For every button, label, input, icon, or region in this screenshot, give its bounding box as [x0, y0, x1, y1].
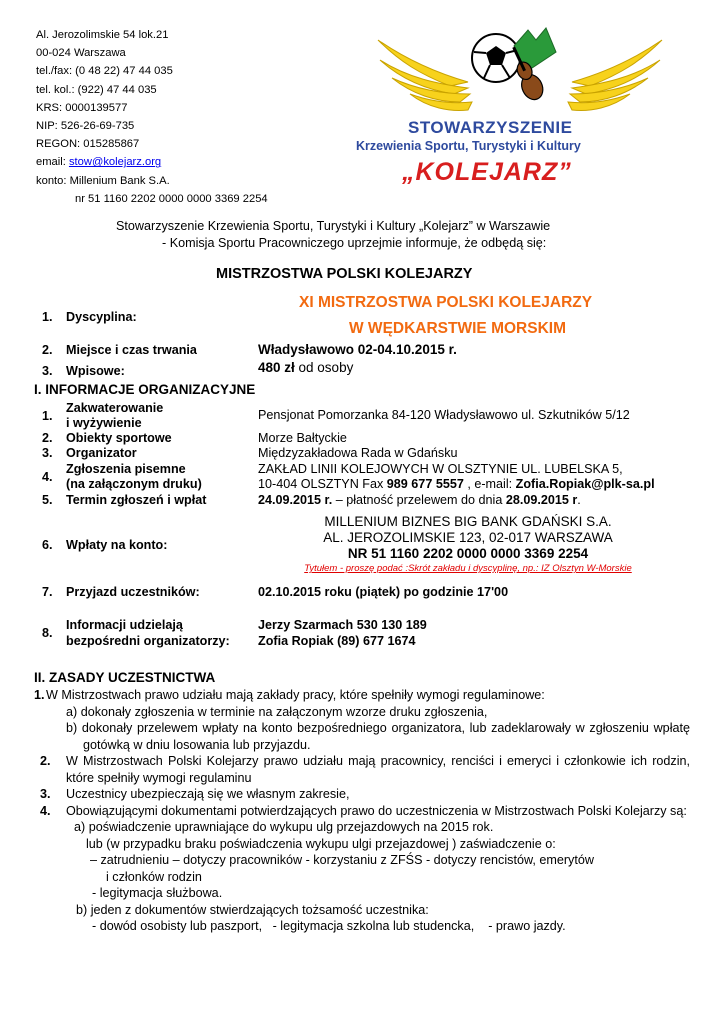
item-value: 10-404 OLSZTYN Fax 989 677 5557 , e-mail: Zofia.Ropiak@plk-sa.pl: [258, 477, 655, 491]
email-line: email: stow@kolejarz.org: [36, 156, 162, 169]
item-label: i wyżywienie: [66, 416, 142, 430]
rule-4: 4. Obowiązującymi dokumentami potwierdzających prawo do uczestniczenia w Mistrzostwach Polski Kolejarzy są:: [40, 803, 687, 818]
intro-line2: - Komisja Sportu Pracowniczego uprzejmie informuje, że odbędą się:: [162, 236, 547, 250]
item-label: Wpłaty na konto:: [66, 538, 168, 552]
item-label: Miejsce i czas trwania: [66, 343, 197, 357]
contact-1: Jerzy Szarmach 530 130 189: [258, 618, 427, 632]
rule-1b: b) dokonały przelewem wpłaty na konto bezpośredniego organizatora, lub zadeklarowały w zgłoszeniu wpłatę gotówką w dniu losowania lub przyjazdu.: [66, 721, 690, 752]
item-value: ZAKŁAD LINII KOLEJOWYCH W OLSZTYNIE UL. LUBELSKA 5,: [258, 462, 623, 476]
fax-number: 989 677 5557: [386, 477, 464, 491]
item-number: 4.: [42, 470, 53, 484]
rule-4b-documents: - dowód osobisty lub paszport, - legitymacja szkolna lub studencka, - prawo jazdy.: [92, 919, 566, 933]
rules-list: [34, 687, 690, 935]
item-number: 3.: [42, 364, 53, 378]
item-label: Wpisowe:: [66, 364, 125, 378]
item-value: Pensjonat Pomorzanka 84-120 Władysławowo ul. Szkutników 5/12: [258, 408, 630, 422]
logo-line1: STOWARZYSZENIE: [408, 118, 573, 137]
item-number: 8.: [42, 626, 53, 640]
regon: REGON: 015285867: [36, 138, 140, 151]
address-line: 00-024 Warszawa: [36, 47, 126, 60]
item-label: Organizator: [66, 446, 137, 460]
item-value: Międzyzakładowa Rada w Gdańsku: [258, 446, 458, 460]
rule-4-employment-cont: i członków rodzin: [106, 869, 202, 884]
payment-title-note: Tytułem - proszę podać :Skrót zakładu i dyscyplinę, np.: IZ Olsztyn W-Morskie: [304, 563, 632, 574]
item-number: 7.: [42, 585, 53, 599]
bank-name: konto: Millenium Bank S.A.: [36, 174, 170, 187]
item-label: Przyjazd uczestników:: [66, 585, 200, 599]
item-label: Dyscyplina:: [66, 310, 137, 324]
address-block: [36, 26, 268, 208]
phone-fax: tel./fax: (0 48 22) 47 44 035: [36, 65, 173, 78]
rule-1: 1. W Mistrzostwach prawo udziału mają zakłady pracy, które spełniły wymogi regulaminowe:: [34, 688, 545, 702]
item-label: Zgłoszenia pisemne: [66, 462, 186, 476]
email-link[interactable]: stow@kolejarz.org: [68, 156, 162, 169]
item-number: 1.: [42, 310, 53, 324]
item-value: 02.10.2015 roku (piątek) po godzinie 17'00: [258, 585, 509, 599]
item-number: 2.: [42, 431, 53, 445]
organization-logo: [350, 22, 690, 192]
winged-ball-emblem-icon: [350, 22, 690, 130]
rule-4b: b) jeden z dokumentów stwierdzających tożsamość uczestnika:: [76, 902, 429, 917]
rule-1a: a) dokonały zgłoszenia w terminie na załączonym wzorze druku zgłoszenia,: [66, 704, 488, 719]
item-number: 1.: [42, 409, 53, 423]
item-value: Władysławowo 02-04.10.2015 r.: [258, 342, 457, 357]
rule-4a: a) poświadczenie uprawniające do wykupu ulg przejazdowych na 2015 rok.: [74, 820, 494, 834]
rule-3: 3. Uczestnicy ubezpieczają się we własnym zakresie,: [40, 787, 350, 801]
page-title: MISTRZOSTWA POLSKI KOLEJARZY: [216, 266, 473, 282]
discipline-line2: W WĘDKARSTWIE MORSKIM: [349, 320, 566, 337]
discipline-line1: XI MISTRZOSTWA POLSKI KOLEJARZY: [299, 294, 593, 311]
item-label: (na załączonym druku): [66, 477, 202, 491]
bank-name-line: MILLENIUM BIZNES BIG BANK GDAŃSKI S.A.: [324, 514, 612, 529]
rule-4-service-id: - legitymacja służbowa.: [92, 886, 223, 900]
email-address: Zofia.Ropiak@plk-sa.pl: [515, 477, 655, 491]
contact-2: Zofia Ropiak (89) 677 1674: [258, 634, 416, 648]
item-number: 6.: [42, 538, 53, 552]
nip: NIP: 526-26-69-735: [36, 120, 135, 133]
bank-account-number: NR 51 1160 2202 0000 0000 3369 2254: [347, 546, 589, 561]
item-number: 5.: [42, 493, 53, 507]
rule-2: 2. W Mistrzostwach Polski Kolejarzy prawo udziału mają pracownicy, renciści i emeryci i członkowie ich rodzin, które spełniły wymogi regulaminu: [40, 754, 690, 785]
item-value: 24.09.2015 r. – płatność przelewem do dnia 28.09.2015 r.: [258, 493, 581, 507]
rule-4-employment: – zatrudnieniu – dotyczy pracowników - korzystaniu z ZFŚS - dotyczy rencistów, emerytów: [90, 853, 594, 867]
krs: KRS: 0000139577: [36, 101, 128, 114]
intro-line1: Stowarzyszenie Krzewienia Sportu, Turystyki i Kultury „Kolejarz” w Warszawie: [116, 219, 551, 233]
section-heading: I. INFORMACJE ORGANIZACYJNE: [34, 382, 256, 397]
bank-address-line: AL. JEROZOLIMSKIE 123, 02-017 WARSZAWA: [323, 530, 613, 545]
item-number: 3.: [42, 446, 53, 460]
bank-account: nr 51 1160 2202 0000 0000 3369 2254: [75, 192, 268, 205]
item-value: 480 zł od osoby: [258, 360, 354, 375]
item-label: Zakwaterowanie: [66, 401, 164, 415]
logo-line3: „KOLEJARZ”: [402, 158, 572, 186]
item-label: Termin zgłoszeń i wpłat: [66, 493, 207, 507]
item-value: Morze Bałtyckie: [258, 431, 347, 445]
rule-4-alternative: lub (w przypadku braku poświadczenia wykupu ulgi przejazdowej ) zaświadczenie o:: [86, 836, 556, 851]
item-number: 2.: [42, 343, 53, 357]
bank-details: [258, 514, 678, 574]
logo-line2: Krzewienia Sportu, Turystyki i Kultury: [356, 139, 581, 153]
item-label: Informacji udzielają: [66, 618, 183, 632]
phone-kol: tel. kol.: (922) 47 44 035: [36, 83, 157, 96]
item-label: Obiekty sportowe: [66, 431, 172, 445]
section-heading: II. ZASADY UCZESTNICTWA: [34, 670, 216, 685]
item-label: bezpośredni organizatorzy:: [66, 634, 230, 648]
address-line: Al. Jerozolimskie 54 lok.21: [36, 29, 169, 41]
